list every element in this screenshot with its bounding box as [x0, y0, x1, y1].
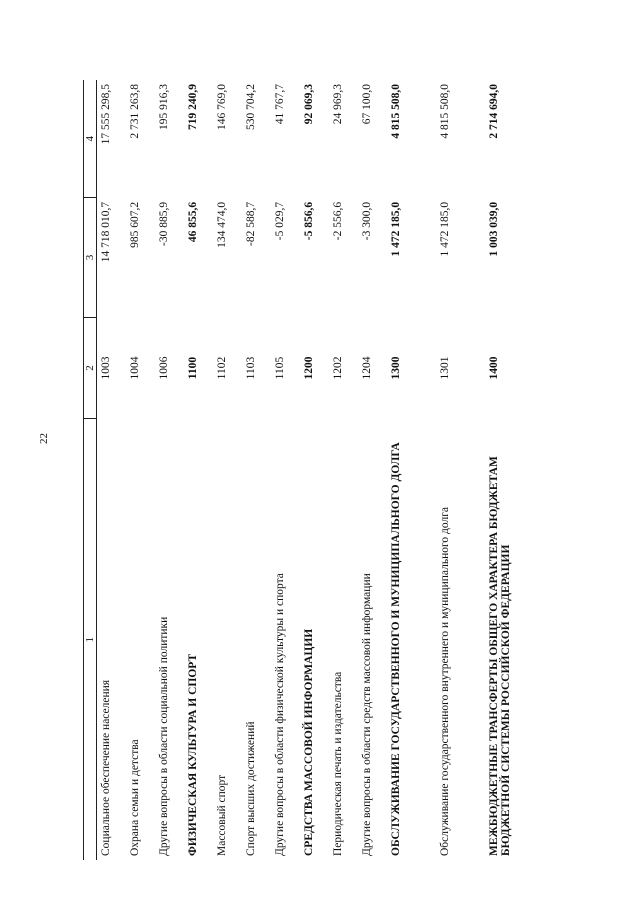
row-code: 1004 [128, 356, 141, 380]
row-code: 1003 [100, 356, 112, 380]
row-value-3: -5 856,6 [302, 201, 315, 241]
row-code: 1200 [302, 356, 315, 380]
row-code: 1103 [244, 356, 257, 380]
row-code: 1105 [273, 356, 286, 380]
table-row [97, 80, 126, 860]
row-value-4: 2 714 694,0 [487, 84, 500, 139]
row-value-4: 17 555 298,5 [100, 84, 112, 145]
row-value-3: -3 300,0 [360, 201, 373, 241]
row-value-3: -5 029,7 [273, 201, 286, 241]
row-name: МЕЖБЮДЖЕТНЫЕ ТРАНСФЕРТЫ ОБЩЕГО ХАРАКТЕРА БЮДЖЕТАМ БЮДЖЕТНОЙ СИСТЕМЫ РОССИЙСКОЙ ФЕДЕРАЦИИ [487, 456, 512, 856]
row-value-4: 4 815 508,0 [438, 84, 451, 139]
column-header-2: 2 [84, 317, 97, 419]
row-name: Социальное обеспечение населения [100, 679, 112, 856]
row-value-3: 14 718 010,7 [100, 201, 112, 263]
row-code: 1301 [438, 356, 451, 380]
row-value-3: 1 472 185,0 [389, 201, 402, 257]
table-row [300, 80, 329, 860]
table-row [329, 80, 358, 860]
rotated-budget-table [83, 80, 523, 860]
row-value-4: 146 769,0 [215, 84, 228, 130]
row-name: Другие вопросы в области средств массовой информации [360, 573, 373, 856]
table-header-row [84, 80, 97, 860]
table-row [184, 80, 213, 860]
row-value-3: -30 885,9 [157, 201, 170, 246]
column-header-3: 3 [84, 198, 97, 317]
row-code: 1006 [157, 356, 170, 380]
row-code: 1202 [331, 356, 344, 380]
table-row [242, 80, 271, 860]
row-value-4: 719 240,9 [186, 84, 199, 130]
row-value-4: 24 969,3 [331, 84, 344, 125]
row-value-3: -82 588,7 [244, 201, 257, 246]
table-row [213, 80, 242, 860]
row-value-4: 92 069,3 [302, 84, 315, 125]
table-row [358, 80, 387, 860]
row-code: 1100 [186, 356, 199, 380]
row-name: Периодическая печать и издательства [331, 671, 344, 856]
budget-table [83, 80, 543, 860]
table-row [126, 80, 155, 860]
table-row [485, 80, 543, 860]
table-row [387, 80, 436, 860]
table-row [271, 80, 300, 860]
row-value-3: 46 855,6 [186, 201, 199, 243]
row-name: Охрана семьи и детства [128, 739, 141, 856]
row-code: 1102 [215, 356, 228, 380]
row-name: Массовый спорт [215, 774, 228, 856]
row-value-4: 530 704,2 [244, 84, 257, 130]
row-value-4: 67 100,0 [360, 84, 373, 125]
row-code: 1204 [360, 356, 373, 380]
row-name: Другие вопросы в области физической культуры и спорта [273, 573, 286, 856]
row-value-3: -2 556,6 [331, 201, 344, 241]
row-name: ФИЗИЧЕСКАЯ КУЛЬТУРА И СПОРТ [186, 653, 199, 856]
row-value-4: 195 916,3 [157, 84, 170, 130]
row-value-4: 4 815 508,0 [389, 84, 402, 139]
row-value-3: 1 472 185,0 [438, 201, 451, 257]
row-name: СРЕДСТВА МАССОВОЙ ИНФОРМАЦИИ [302, 628, 315, 856]
table-row [436, 80, 485, 860]
row-value-3: 134 474,0 [215, 201, 228, 248]
row-value-3: 985 607,2 [128, 201, 141, 248]
row-name: Другие вопросы в области социальной политики [157, 616, 170, 856]
row-name: Обслуживание государственного внутреннего и муниципального долга [438, 506, 451, 856]
row-name: ОБСЛУЖИВАНИЕ ГОСУДАРСТВЕННОГО И МУНИЦИПАЛЬНОГО ДОЛГА [389, 442, 402, 856]
page-number: 22 [38, 433, 50, 444]
row-value-3: 1 003 039,0 [487, 201, 500, 257]
row-code: 1400 [487, 356, 500, 380]
column-header-4: 4 [84, 80, 97, 198]
row-value-4: 2 731 263,8 [128, 84, 141, 139]
row-name: Спорт высших достижений [244, 721, 257, 856]
row-value-4: 41 767,7 [273, 84, 286, 125]
row-code: 1300 [389, 356, 402, 380]
column-header-1: 1 [84, 636, 96, 643]
table-row [155, 80, 184, 860]
